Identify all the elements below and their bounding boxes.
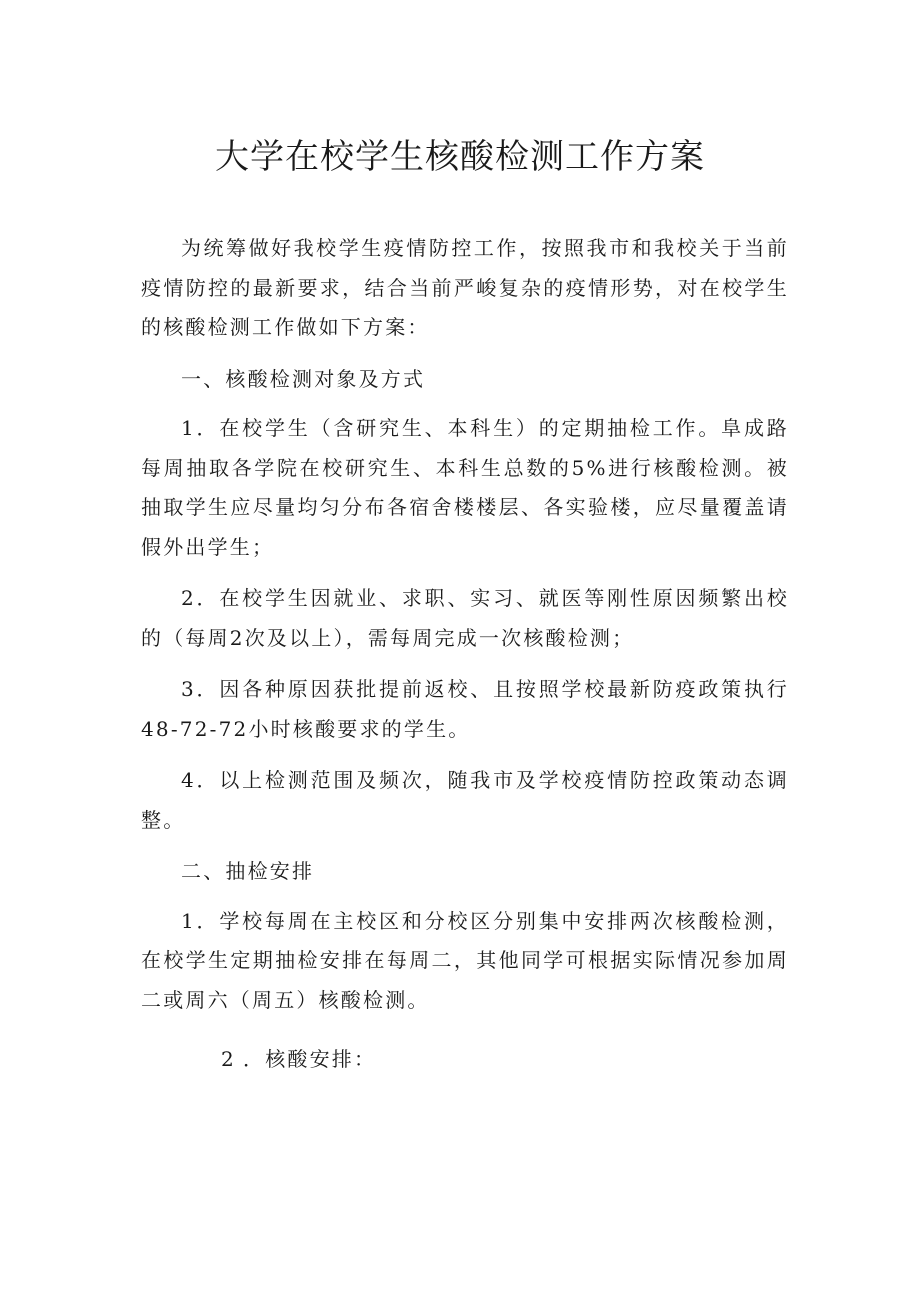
document-title: 大学在校学生核酸检测工作方案 bbox=[215, 137, 705, 177]
intro-paragraph: 为统筹做好我校学生疫情防控工作，按照我市和我校关于当前疫情防控的最新要求，结合当前严峻复杂的疫情形势，对在校学生的核酸检测工作做如下方案： bbox=[141, 236, 789, 339]
section-2-item-1: 1．学校每周在主校区和分校区分别集中安排两次核酸检测，在校学生定期抽检安排在每周二，其他同学可根据实际情况参加周二或周六（周五）核酸检测。 bbox=[141, 908, 789, 1012]
section-1-item-3: 3．因各种原因获批提前返校、且按照学校最新防疫政策执行48-72-72小时核酸要求的学生。 bbox=[141, 677, 789, 741]
section-1-item-2: 2．在校学生因就业、求职、实习、就医等刚性原因频繁出校的（每周2次及以上），需每周完成一次核酸检测； bbox=[141, 586, 789, 650]
section-2-item-2-number: 2 bbox=[221, 1047, 236, 1071]
section-2-item-2-text: ．核酸安排： bbox=[243, 1047, 377, 1071]
section-1-item-1: 1．在校学生（含研究生、本科生）的定期抽检工作。阜成路每周抽取各学院在校研究生、本科生总数的5%进行核酸检测。被抽取学生应尽量均匀分布各宿舍楼楼层、各实验楼，应尽量覆盖请假外出学生； bbox=[141, 416, 789, 559]
section-1-item-4: 4．以上检测范围及频次，随我市及学校疫情防控政策动态调整。 bbox=[141, 768, 789, 832]
section-1-heading: 一、核酸检测对象及方式 bbox=[181, 366, 426, 391]
section-2-heading: 二、抽检安排 bbox=[181, 859, 315, 883]
document-body bbox=[141, 229, 789, 1092]
section-2-item-2 bbox=[141, 1040, 789, 1080]
